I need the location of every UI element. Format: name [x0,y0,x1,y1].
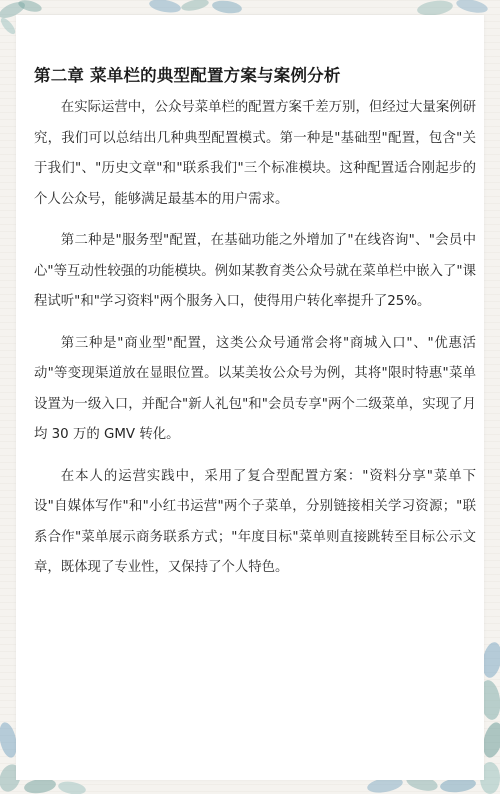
paragraph-4: 在本人的运营实践中，采用了复合型配置方案："资料分享"菜单下设"自媒体写作"和"小红书运营"两个子菜单，分别链接相关学习资源；"联系合作"菜单展示商务联系方式；"年度目标"菜单则直接跳转至目标公示文章，既体现了专业性，又保持了个人特色。 [34,468,476,575]
document-body [34,93,476,595]
paragraph-1: 在实际运营中，公众号菜单栏的配置方案千差万别，但经过大量案例研究，我们可以总结出几种典型配置模式。第一种是"基础型"配置，包含"关于我们"、"历史文章"和"联系我们"三个标准模块。这种配置适合刚起步的个人公众号，能够满足最基本的用户需求。 [34,100,476,207]
chapter-title: 第二章 菜单栏的典型配置方案与案例分析 [34,66,341,85]
document-page [16,15,484,780]
paragraph-2: 第二种是"服务型"配置，在基础功能之外增加了"在线咨询"、"会员中心"等互动性较强的功能模块。例如某教育类公众号就在菜单栏中嵌入了"课程试听"和"学习资料"两个服务入口，使得用户转化率提升了25%。 [34,233,476,309]
paragraph-3: 第三种是"商业型"配置，这类公众号通常会将"商城入口"、"优惠活动"等变现渠道放在显眼位置。以某美妆公众号为例，其将"限时特惠"菜单设置为一级入口，并配合"新人礼包"和"会员专享"两个二级菜单，实现了月均 30 万的 GMV 转化。 [34,335,476,442]
